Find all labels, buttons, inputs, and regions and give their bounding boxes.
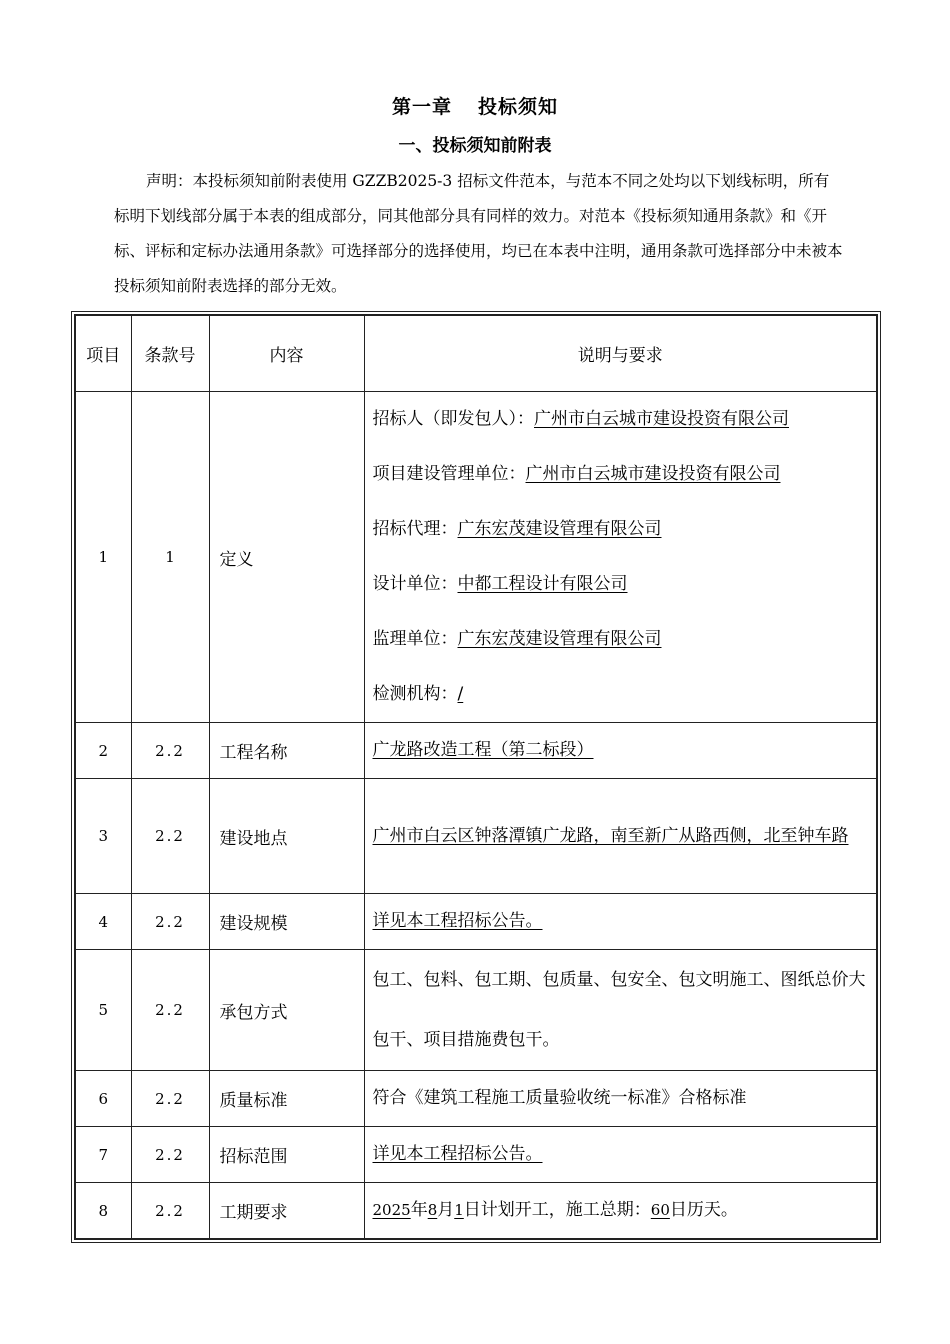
row-clause: 2.2 (131, 723, 209, 779)
row-content: 质量标准 (209, 1071, 364, 1127)
table-row (75, 723, 877, 779)
table-row (75, 392, 877, 723)
row-clause: 1 (131, 392, 209, 723)
row-description: 包工、包料、包工期、包质量、包安全、包文明施工、图纸总价大包干、项目措施费包干。 (364, 950, 877, 1071)
row-description: 详见本工程招标公告。 (364, 1127, 877, 1183)
row-description: 2025年8月1日计划开工，施工总期：60日历天。 (364, 1183, 877, 1240)
definition-line: 监理单位：广东宏茂建设管理有限公司 (372, 629, 662, 649)
row-clause: 2.2 (131, 1183, 209, 1240)
header-description: 说明与要求 (364, 315, 877, 392)
row-item: 4 (75, 894, 131, 950)
definition-line: 招标人（即发包人）：广州市白云城市建设投资有限公司 (372, 409, 789, 429)
row-clause: 2.2 (131, 779, 209, 894)
row-content: 承包方式 (209, 950, 364, 1071)
row-content: 建设规模 (209, 894, 364, 950)
definition-line: 项目建设管理单位：广州市白云城市建设投资有限公司 (372, 464, 781, 484)
definition-line: 招标代理：广东宏茂建设管理有限公司 (372, 519, 662, 539)
row-item: 5 (75, 950, 131, 1071)
row-content: 定义 (209, 392, 364, 723)
start-month: 8 (427, 1201, 438, 1219)
row-item: 7 (75, 1127, 131, 1183)
row-item: 1 (75, 392, 131, 723)
statement-paragraph: 声明：本投标须知前附表使用 GZZB2025-3 招标文件范本，与范本不同之处均以下划线标明，所有标明下划线部分属于本表的组成部分，同其他部分具有同样的效力。对范本《投标须知通用条款》和《开标、评标和定标办法通用条款》可选择部分的选择使用，均已在本表中注明，通用条款可选择部分中未被本投标须知前附表选择的部分无效。 (114, 172, 843, 295)
table-row (75, 1127, 877, 1183)
duration-days: 60 (650, 1201, 670, 1219)
row-description: 广龙路改造工程（第二标段） (364, 723, 877, 779)
chapter-title (0, 92, 950, 119)
table-row (75, 779, 877, 894)
row-description: 广州市白云区钟落潭镇广龙路，南至新广从路西侧，北至钟车路 (364, 779, 877, 894)
header-clause: 条款号 (131, 315, 209, 392)
table-row (75, 894, 877, 950)
definition-line: 检测机构：/ (372, 684, 464, 704)
row-item: 3 (75, 779, 131, 894)
row-description: 符合《建筑工程施工质量验收统一标准》合格标准 (364, 1071, 877, 1127)
start-day: 1 (454, 1201, 464, 1219)
table-row (75, 1071, 877, 1127)
row-item: 2 (75, 723, 131, 779)
row-content: 招标范围 (209, 1127, 364, 1183)
row-description: 详见本工程招标公告。 (364, 894, 877, 950)
row-item: 6 (75, 1071, 131, 1127)
row-content: 工程名称 (209, 723, 364, 779)
header-content: 内容 (209, 315, 364, 392)
chapter-name: 投标须知 (478, 96, 559, 118)
row-clause: 2.2 (131, 894, 209, 950)
start-year: 2025 (372, 1201, 411, 1219)
table-row (75, 1183, 877, 1240)
definition-line: 设计单位：中都工程设计有限公司 (372, 574, 628, 594)
row-description (364, 392, 877, 723)
header-item: 项目 (75, 315, 131, 392)
row-clause: 2.2 (131, 1127, 209, 1183)
row-content: 工期要求 (209, 1183, 364, 1240)
chapter-number: 第一章 (391, 96, 452, 118)
row-clause: 2.2 (131, 1071, 209, 1127)
section-subtitle: 一、投标须知前附表 (398, 136, 552, 156)
row-item: 8 (75, 1183, 131, 1240)
instructions-table (74, 314, 878, 1240)
table-row (75, 950, 877, 1071)
table-header-row (75, 315, 877, 392)
row-content: 建设地点 (209, 779, 364, 894)
row-clause: 2.2 (131, 950, 209, 1071)
